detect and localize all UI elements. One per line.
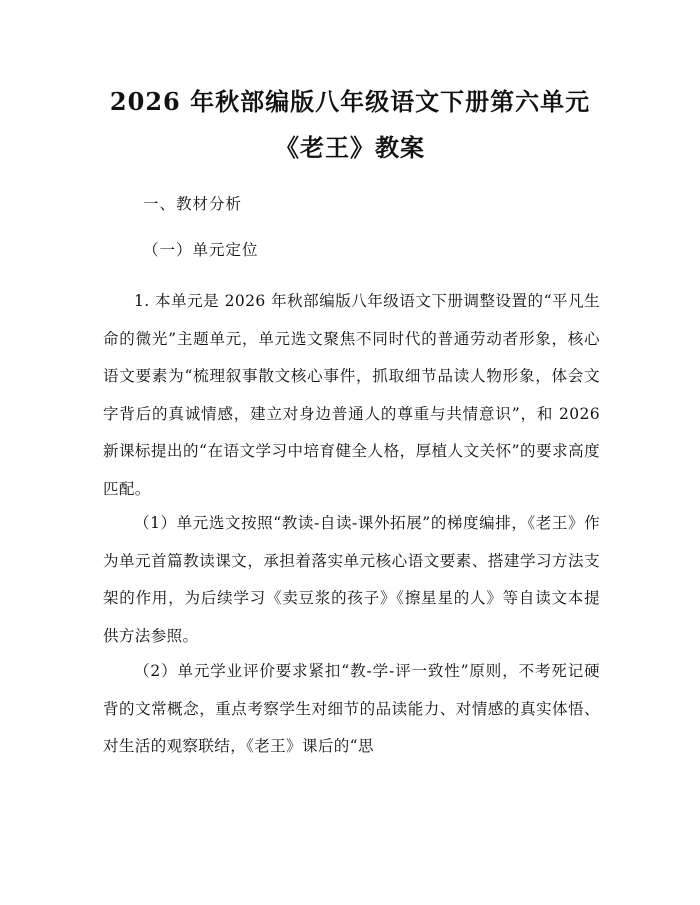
document-title-line-1: 2026 年秋部编版八年级语文下册第六单元 xyxy=(109,87,591,116)
section-heading-teaching-material-analysis: 一、教材分析 xyxy=(143,195,243,213)
subsection-heading-unit-positioning: （一）单元定位 xyxy=(143,241,259,259)
body-paragraph-1: 1. 本单元是 2026 年秋部编版八年级语文下册调整设置的“平凡生命的微光”主题单元，单元选文聚焦不同时代的普通劳动者形象，核心语文要素为“梳理叙事散文核心事件，抓取细节品读人物形象，体会文字背后的真诚情感，建立对身边普通人的尊重与共情意识”，和 2026 新课标提出的“在语文学习中培育健全人格，厚植人文关怀”的要求高度匹配。 xyxy=(103,292,600,498)
document-title-line-2: 《老王》教案 xyxy=(275,133,425,162)
body-paragraph-3: （2）单元学业评价要求紧扣“教-学-评一致性”原则，不考死记硬背的文常概念，重点考察学生对细节的品读能力、对情感的真实体悟、对生活的观察联结，《老王》课后的“思 xyxy=(103,662,600,755)
body-paragraph-2: （1）单元选文按照“教读-自读-课外拓展”的梯度编排，《老王》作为单元首篇教读课文，承担着落实单元核心语文要素、搭建学习方法支架的作用，为后续学习《卖豆浆的孩子》《擦星星的人》等自读文本提供方法参照。 xyxy=(103,514,600,645)
